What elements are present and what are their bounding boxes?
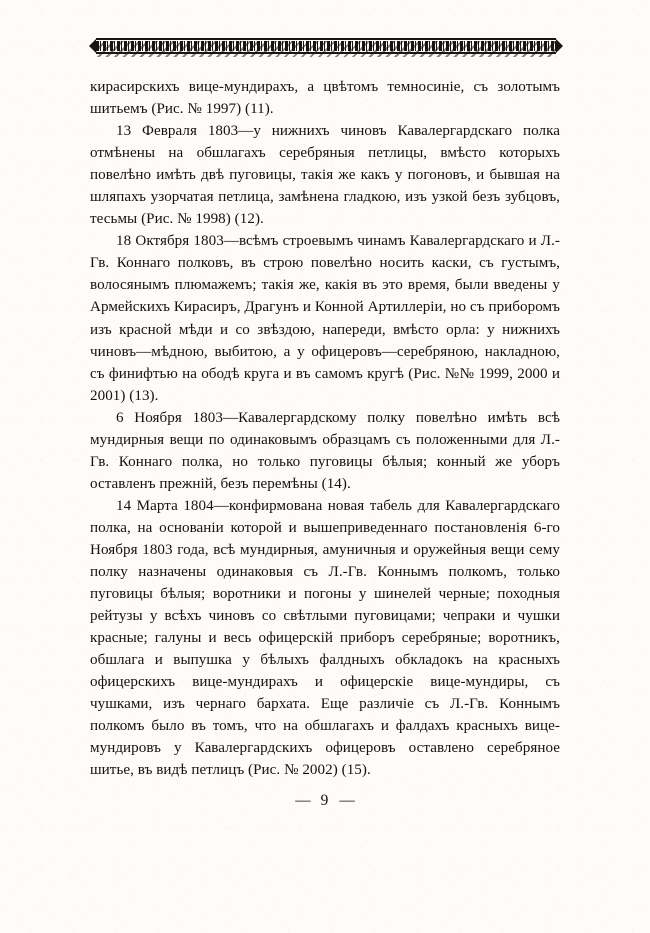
paragraph: кирасирскихъ вице-мундирахъ, а цвѣтомъ темносинiе, съ золотымъ шитьемъ (Рис. № 1997) (11). — [90, 79, 560, 118]
ornament-zigzag — [96, 41, 556, 57]
page-number — [0, 792, 650, 810]
paragraph: 18 Октября 1803—всѣмъ строевымъ чинамъ Кавалергардскаго и Л.-Гв. Коннаго полковъ, въ строю повелѣно носить каски, съ густымъ, волосянымъ плюмажемъ; такiя же, какiя въ это время, были введены у Армейскихъ Кирасиръ, Драгунъ и Конной Артиллерiи, но съ приборомъ изъ красной мѣди и со звѣздою, напереди, вмѣсто орла: у нижнихъ чиновъ—мѣдною, выбитою, а у офицеровъ—серебряною, накладною, съ финифтью на ободѣ круга и въ самомъ кругѣ (Рис. №№ 1999, 2000 и 2001) (13). — [90, 233, 560, 404]
page-number-dash-left: — — [295, 792, 311, 809]
ornament-right-cap — [556, 39, 563, 53]
paragraph: 14 Марта 1804—конфирмована новая табель для Кавалергардскаго полка, на основанiи которой и вышеприведеннаго постановленiя 6-го Ноября 1803 года, всѣ мундирныя, амуничныя и оружейныя вещи сему полку назначены одинаковыя съ Л.-Гв. Коннымъ полкомъ, только пуговицы бѣлыя; воротники и погоны у шинелей черные; походныя рейтузы у всѣхъ чиновъ со свѣтлыми пуговицами; чепраки и чушки красные; галуны и весь офицерскiй приборъ серебряные; воротникъ, обшлага и выпушка у бѣлыхъ фалдныхъ обкладокъ на красныхъ офицерскихъ вице-мундирахъ и офицерскiе вице-мундиры, съ чушками, изъ чернаго бархата. Еще различiе съ Л.-Гв. Коннымъ полкомъ было въ томъ, что на обшлагахъ и фалдахъ красныхъ вице-мундировъ у Кавалергардскихъ офицеровъ оставлено серебряное шитье, въ видѣ петлицъ (Рис. № 2002) (15). — [90, 497, 560, 779]
page-number-value: 9 — [320, 792, 330, 809]
paragraph: 13 Февраля 1803—у нижнихъ чиновъ Кавалергардскаго полка отмѣнены на обшлагахъ серебряныя петлицы, вмѣсто которыхъ повелѣно имѣть двѣ пуговицы, такiя же какъ у погоновъ, и бывшая на шляпахъ узорчатая петлица, замѣнена гладкою, изъ узкой безъ зубцовъ, тесьмы (Рис. № 1998) (12). — [90, 123, 560, 228]
page-body — [90, 76, 560, 782]
ornamental-band-icon — [96, 38, 556, 54]
page-number-dash-right: — — [339, 792, 355, 809]
ornament-left-cap — [89, 39, 96, 53]
paragraph: 6 Ноября 1803—Кавалергардскому полку повелѣно имѣть всѣ мундирныя вещи по одинаковымъ образцамъ съ положенными для Л.-Гв. Коннаго полка, но только пуговицы бѣлыя; конный же уборъ оставленъ прежнiй, безъ перемѣны (14). — [90, 409, 560, 492]
ornament-band — [96, 41, 556, 51]
